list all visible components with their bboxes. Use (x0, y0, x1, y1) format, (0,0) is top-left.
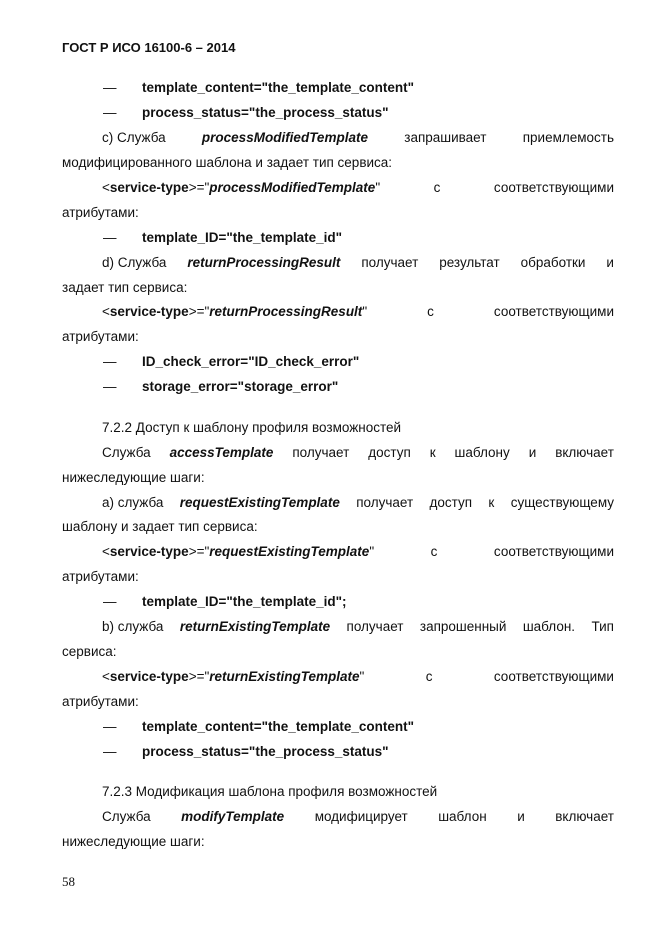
word: шаблон (438, 809, 487, 824)
service-type-line (102, 543, 614, 561)
list-dash: — (103, 379, 117, 394)
word: доступ (368, 445, 411, 460)
word: получает (356, 495, 414, 510)
word: и (517, 809, 525, 824)
paragraph-a-line1 (102, 494, 614, 512)
service-name: processModifiedTemplate (201, 130, 368, 145)
attr-process-status: process_status="the_process_status" (142, 105, 389, 120)
paragraph-c-line2: модифицированного шаблона и задает тип сервиса: (62, 155, 393, 170)
paragraph-b-line1 (102, 618, 614, 636)
list-dash: — (103, 230, 117, 245)
attr-storage-error: storage_error="storage_error" (142, 379, 339, 394)
service-type-expr: <service-type>="requestExistingTemplate" (102, 544, 375, 559)
word: результат (439, 255, 500, 270)
attributes-label: атрибутами: (62, 694, 139, 709)
paragraph-a-line2: шаблону и задает тип сервиса: (62, 519, 258, 534)
list-dash: — (103, 719, 117, 734)
document-header: ГОСТ Р ИСО 16100-6 – 2014 (62, 40, 236, 55)
attr-template-id: template_ID="the_template_id"; (142, 594, 347, 609)
word: с (433, 180, 441, 195)
word: шаблон. (522, 619, 576, 634)
paragraph-722-line1 (102, 444, 614, 462)
list-dash: — (103, 354, 117, 369)
service-name: returnExistingTemplate (179, 619, 331, 634)
word: доступ (429, 495, 473, 510)
paragraph-722-line2: нижеследующие шаги: (62, 470, 205, 485)
word: соответствующими (493, 544, 614, 559)
section-heading-7-2-2: 7.2.2 Доступ к шаблону профиля возможностей (102, 420, 402, 435)
list-dash: — (103, 80, 117, 95)
attr-template-content: template_content="the_template_content" (142, 719, 414, 734)
word: существующему (510, 495, 614, 510)
word: к (488, 495, 495, 510)
service-type-expr: <service-type>="processModifiedTemplate" (102, 180, 381, 195)
word: d) Служба (102, 255, 167, 270)
attributes-label: атрибутами: (62, 329, 139, 344)
attr-process-status: process_status="the_process_status" (142, 744, 389, 759)
word: обработки (520, 255, 586, 270)
paragraph-b-line2: сервиса: (62, 644, 117, 659)
word: запрашивает (404, 130, 487, 145)
page-number: 58 (62, 874, 75, 889)
service-type-expr: <service-type>="returnProcessingResult" (102, 304, 368, 319)
word: включает (555, 809, 614, 824)
attr-template-id: template_ID="the_template_id" (142, 230, 342, 245)
word: a) служба (102, 495, 164, 510)
paragraph-723-line1 (102, 808, 614, 826)
word: приемлемость (522, 130, 614, 145)
word: соответствующими (493, 669, 614, 684)
service-name: accessTemplate (169, 445, 274, 460)
word: получает (292, 445, 350, 460)
word: получает (346, 619, 404, 634)
paragraph-d-line2: задает тип сервиса: (62, 280, 188, 295)
word: включает (555, 445, 614, 460)
list-dash: — (103, 594, 117, 609)
word: с (425, 669, 433, 684)
attributes-label: атрибутами: (62, 569, 139, 584)
service-name: requestExistingTemplate (179, 495, 340, 510)
word: модифицирует (314, 809, 408, 824)
paragraph-723-line2: нижеследующие шаги: (62, 834, 205, 849)
word: b) служба (102, 619, 164, 634)
service-name: modifyTemplate (181, 809, 285, 824)
paragraph-c-line1 (102, 129, 614, 147)
word: запрошенный (419, 619, 507, 634)
word: Служба (102, 809, 151, 824)
paragraph-d-line1 (102, 254, 614, 272)
word: соответствующими (493, 304, 614, 319)
word: шаблону (454, 445, 510, 460)
list-dash: — (103, 744, 117, 759)
word: к (429, 445, 436, 460)
attr-id-check-error: ID_check_error="ID_check_error" (142, 354, 360, 369)
service-name: returnProcessingResult (187, 255, 341, 270)
word: и (528, 445, 537, 460)
service-type-line (102, 179, 614, 197)
service-type-line (102, 668, 614, 686)
word: с (427, 304, 434, 319)
attributes-label: атрибутами: (62, 205, 139, 220)
list-dash: — (103, 105, 117, 120)
word: Служба (102, 445, 151, 460)
word: получает (361, 255, 419, 270)
word: соответствующими (493, 180, 614, 195)
word: c) Служба (102, 130, 166, 145)
service-type-expr: <service-type>="returnExistingTemplate" (102, 669, 365, 684)
section-heading-7-2-3: 7.2.3 Модификация шаблона профиля возможностей (102, 784, 438, 799)
word: с (430, 544, 438, 559)
word: и (606, 255, 614, 270)
service-type-line (102, 303, 614, 321)
word: Тип (591, 619, 614, 634)
attr-template-content: template_content="the_template_content" (142, 80, 414, 95)
